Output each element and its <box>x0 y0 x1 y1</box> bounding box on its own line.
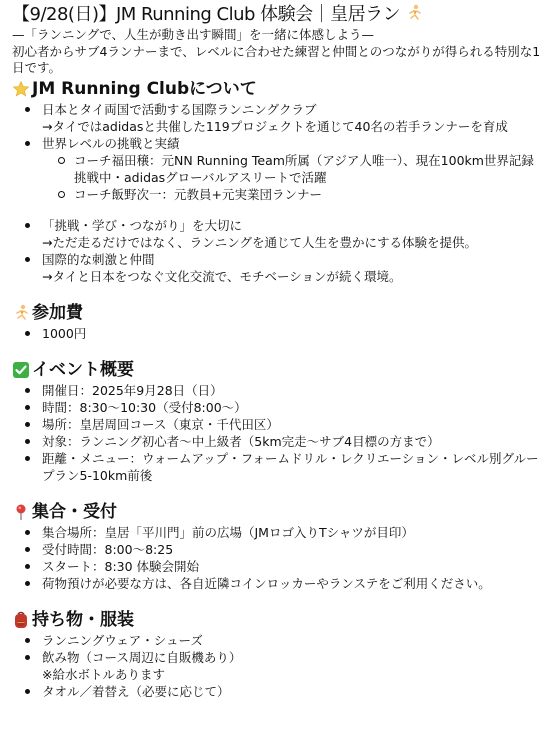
about-list <box>12 101 543 203</box>
list-item-text: 飲み物（コース周辺に自販機あり） <box>42 649 242 665</box>
list-item: 荷物預けが必要な方は、各自近隣コインロッカーやランステをご利用ください。 <box>42 575 543 592</box>
belongings-list <box>12 632 543 700</box>
runner-icon <box>405 4 423 22</box>
star-icon <box>12 80 30 98</box>
list-item-text: 日本とタイ両国で活動する国際ランニングクラブ <box>42 101 317 117</box>
backpack-icon <box>12 611 30 629</box>
section-heading-fee <box>12 301 543 325</box>
list-item-text: 世界レベルの挑戦と実績 <box>42 135 180 151</box>
list-item-subtext: ※給水ボトルあります <box>42 666 165 682</box>
overview-list <box>12 382 543 484</box>
list-item-text: 国際的な刺激と仲間 <box>42 251 155 267</box>
list-item-subtext: →ただ走るだけではなく、ランニングを通じて人生を豊かにする体験を提供。 <box>42 234 477 250</box>
list-item: 時間：8:30〜10:30（受付8:00〜） <box>42 399 543 416</box>
section-heading-belongings <box>12 608 543 632</box>
section-heading-belongings-text: 持ち物・服装 <box>32 609 134 630</box>
section-heading-fee-text: 参加費 <box>32 302 83 323</box>
meeting-list <box>12 524 543 592</box>
list-item-subtext: →タイではadidasと共催した119プロジェクトを通じて40名の若手ランナーを育成 <box>42 118 508 134</box>
spacer <box>12 592 543 608</box>
section-heading-overview-text: イベント概要 <box>32 359 134 380</box>
list-item-text: 「挑戦・学び・つながり」を大切に <box>42 217 243 233</box>
list-item <box>42 135 543 203</box>
section-heading-meeting <box>12 500 543 524</box>
list-item <box>42 649 543 683</box>
intro-line-1: —「ランニングで、人生が動き出す瞬間」を一緒に体感しよう— <box>12 27 375 42</box>
spacer <box>12 285 543 301</box>
list-item: 対象：ランニング初心者〜中上級者（5km完走〜サブ4目標の方まで） <box>42 433 543 450</box>
page-title <box>12 3 543 27</box>
section-heading-meeting-text: 集合・受付 <box>32 501 117 522</box>
list-item <box>42 101 543 135</box>
list-item: スタート：8:30 体験会開始 <box>42 558 543 575</box>
list-item: 場所：皇居周回コース（東京・千代田区） <box>42 416 543 433</box>
list-item: 1000円 <box>42 325 543 342</box>
runner-icon <box>12 304 30 322</box>
list-item: ランニングウェア・シューズ <box>42 632 543 649</box>
section-heading-overview <box>12 358 543 382</box>
check-box-icon <box>12 361 30 379</box>
fee-list <box>12 325 543 342</box>
map-pin-icon <box>12 503 30 521</box>
list-item: 距離・メニュー：ウォームアップ・フォームドリル・レクリエーション・レベル別グループラン5-10km前後 <box>42 450 543 484</box>
intro-line-2: 初心者からサブ4ランナーまで、レベルに合わせた練習と仲間とのつながりが得られる特別な1日です。 <box>12 43 541 75</box>
list-item: 開催日：2025年9月28日（日） <box>42 382 543 399</box>
section-heading-about-text: JM Running Clubについて <box>32 78 257 99</box>
list-item <box>42 217 543 251</box>
list-item: タオル／着替え（必要に応じて） <box>42 683 543 700</box>
spacer <box>12 342 543 358</box>
list-item: 集合場所：皇居「平川門」前の広場（JMロゴ入りTシャツが目印） <box>42 524 543 541</box>
spacer <box>12 484 543 500</box>
list-item <box>42 251 543 285</box>
title-text: 【9/28(日)】JM Running Club 体験会｜皇居ラン <box>12 4 401 25</box>
section-heading-about <box>12 77 543 101</box>
about-list-continued <box>12 217 543 285</box>
coach-item: コーチ飯野次一：元教員+元実業団ランナー <box>74 186 543 203</box>
list-item-subtext: →タイと日本をつなぐ文化交流で、モチベーションが続く環境。 <box>42 268 402 284</box>
spacer <box>12 203 543 217</box>
list-item: 受付時間：8:00〜8:25 <box>42 541 543 558</box>
coach-item: コーチ福田穣：元NN Running Team所属（アジア人唯一）、現在100km世界記録挑戦中・adidasグローバルアスリートで活躍 <box>74 152 543 186</box>
coach-list <box>42 152 543 203</box>
